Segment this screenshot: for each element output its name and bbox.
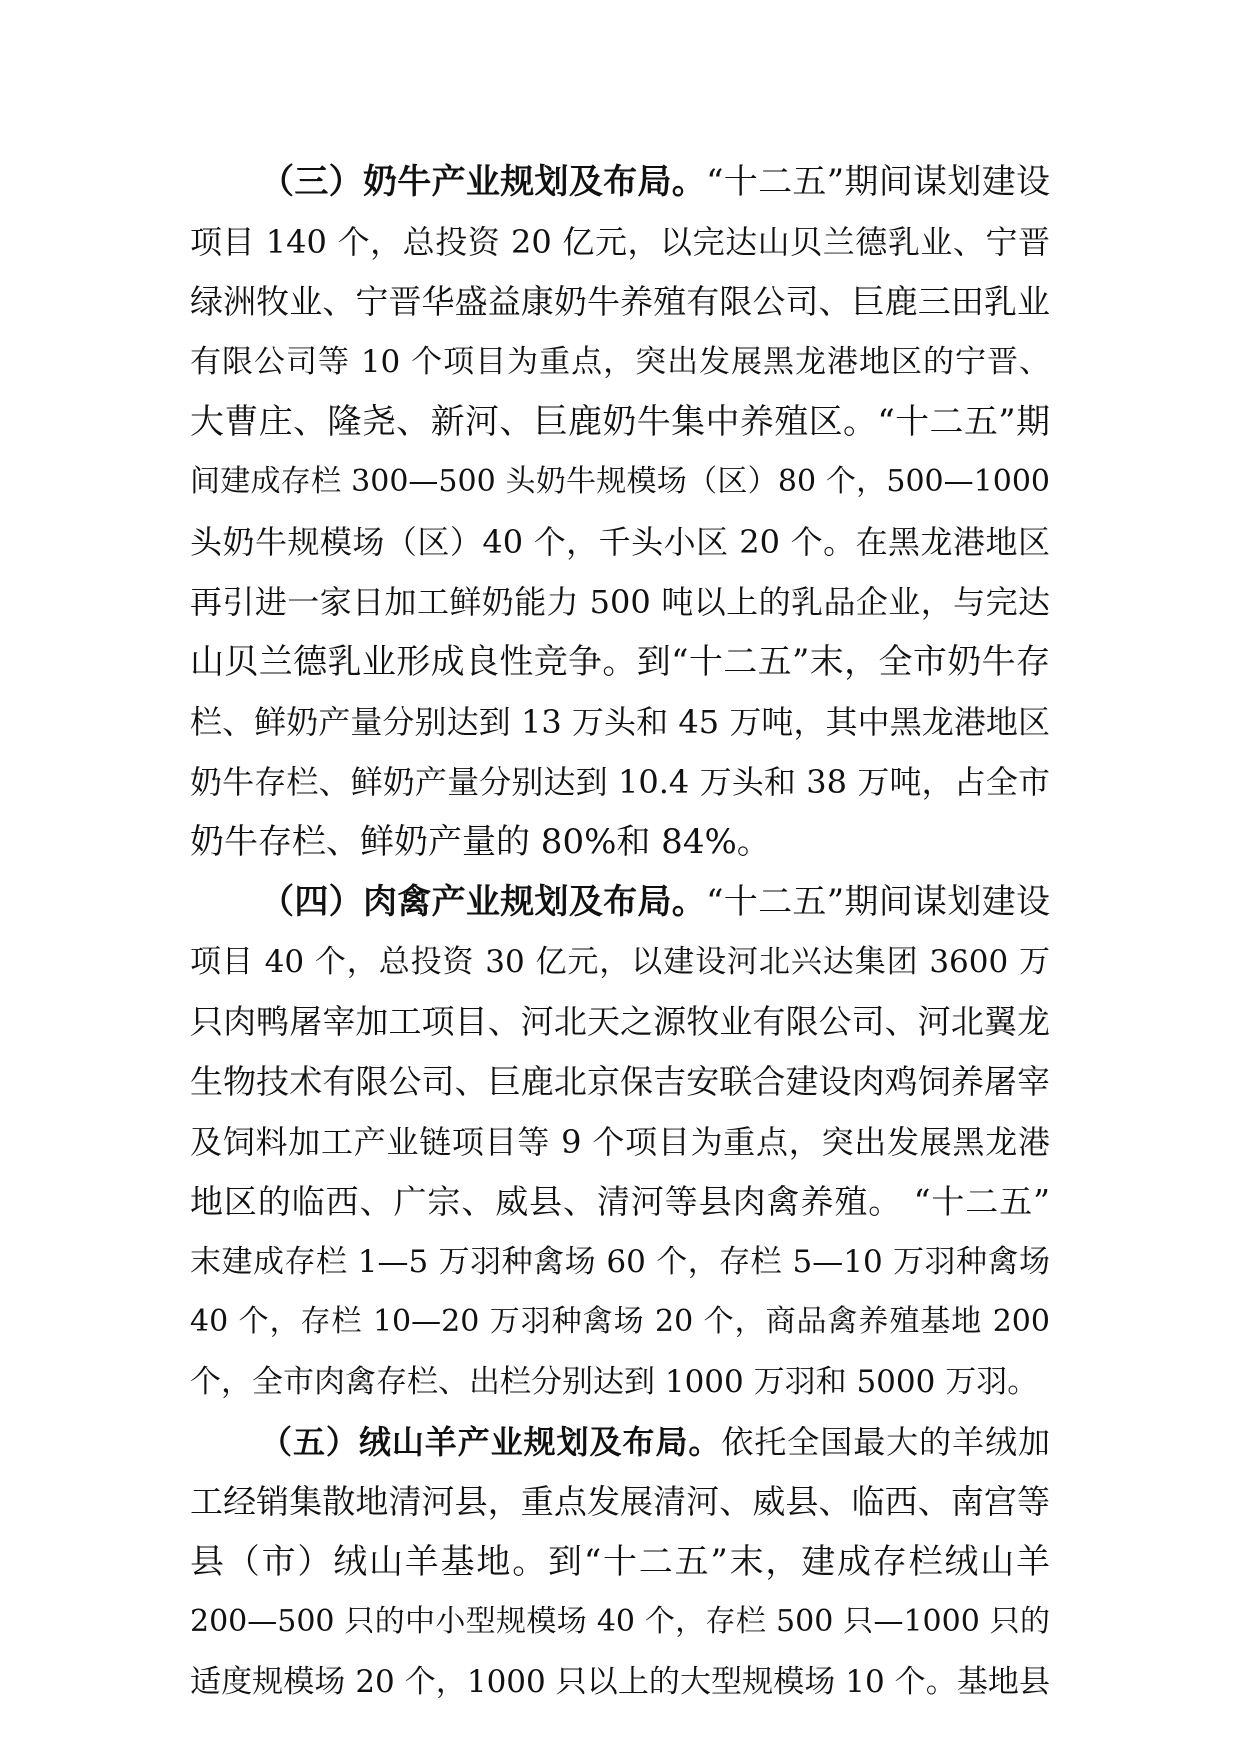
paragraph-line: 再引进一家日加工鲜奶能力 500 吨以上的乳品企业，与完达 <box>190 583 1050 621</box>
paragraph-line: 只肉鸭屠宰加工项目、河北天之源牧业有限公司、河北翼龙 <box>190 1002 1050 1041</box>
paragraph-line: 绿洲牧业、宁晋华盛益康奶牛养殖有限公司、巨鹿三田乳业 <box>190 282 1050 321</box>
paragraph-line: 及饲料加工产业链项目等 9 个项目为重点，突出发展黑龙港 <box>190 1123 1050 1161</box>
paragraph-line: 奶牛存栏、鲜奶产量的 80%和 84%。 <box>190 822 771 862</box>
section-5-first-line <box>190 1412 1050 1472</box>
paragraph-line: 栏、鲜奶产量分别达到 13 万头和 45 万吨，其中黑龙港地区 <box>190 703 1050 741</box>
paragraph-line: 山贝兰德乳业形成良性竞争。到“十二五”末，全市奶牛存 <box>190 642 1050 682</box>
section-5-heading: （五）绒山羊产业规划及布局。 <box>260 1423 722 1461</box>
paragraph-line: 个，全市肉禽存栏、出栏分别达到 1000 万羽和 5000 万羽。 <box>190 1364 1039 1400</box>
section-3-heading: （三）奶牛产业规划及布局。 <box>260 162 707 202</box>
paragraph-line: 工经销集散地清河县，重点发展清河、威县、临西、南宫等 <box>190 1482 1050 1521</box>
paragraph-line: 奶牛存栏、鲜奶产量分别达到 10.4 万头和 38 万吨，占全市 <box>190 763 1050 801</box>
section-4-heading: （四）肉禽产业规划及布局。 <box>260 882 707 922</box>
paragraph-line: 项目 140 个，总投资 20 亿元，以完达山贝兰德乳业、宁晋 <box>190 223 1050 261</box>
paragraph-line: 生物技术有限公司、巨鹿北京保吉安联合建设肉鸡饲养屠宰 <box>190 1062 1050 1101</box>
section-3-first-line-text: “十二五”期间谋划建设 <box>706 162 1051 202</box>
paragraph-line: 项目 40 个，总投资 30 亿元，以建设河北兴达集团 3600 万 <box>190 944 1050 980</box>
section-3-first-line <box>190 152 1050 212</box>
paragraph-line: 大曹庄、隆尧、新河、巨鹿奶牛集中养殖区。“十二五”期 <box>190 402 1050 442</box>
paragraph-line: 县（市）绒山羊基地。到“十二五”末，建成存栏绒山羊 <box>190 1542 1050 1582</box>
paragraph-line: 200—500 只的中小型规模场 40 个，存栏 500 只—1000 只的 <box>190 1604 1050 1639</box>
section-5-first-line-text: 依托全国最大的羊绒加 <box>721 1423 1050 1461</box>
paragraph-line: 间建成存栏 300—500 头奶牛规模场（区）80 个，500—1000 <box>190 464 1050 499</box>
section-4-first-line-text: “十二五”期间谋划建设 <box>706 882 1051 922</box>
document-body <box>190 152 1050 1712</box>
paragraph-line: 末建成存栏 1—5 万羽种禽场 60 个，存栏 5—10 万羽种禽场 <box>190 1244 1050 1280</box>
paragraph-line: 有限公司等 10 个项目为重点，突出发展黑龙港地区的宁晋、 <box>190 344 1050 380</box>
section-4-first-line <box>190 872 1050 932</box>
paragraph-line: 头奶牛规模场（区）40 个，千头小区 20 个。在黑龙港地区 <box>190 523 1050 561</box>
paragraph-line: 地区的临西、广宗、威县、清河等县肉禽养殖。 “十二五” <box>190 1182 1050 1221</box>
paragraph-line: 40 个，存栏 10—20 万羽种禽场 20 个，商品禽养殖基地 200 <box>190 1304 1050 1339</box>
paragraph-line: 适度规模场 20 个，1000 只以上的大型规模场 10 个。基地县 <box>190 1664 1050 1700</box>
